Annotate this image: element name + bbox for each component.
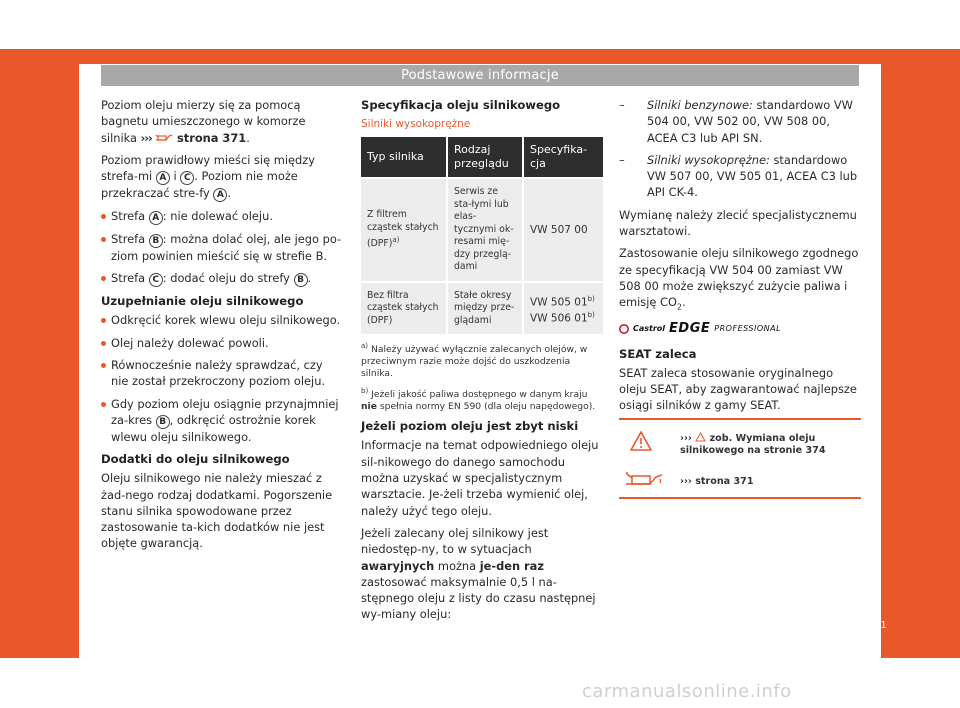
section-heading: Uzupełnianie oleju silnikowego (101, 294, 304, 309)
table-cell: VW 505 01$^{b)}$ VW 506 01$^{b)}$ (523, 282, 603, 335)
marker-c: C (149, 273, 163, 287)
paragraph: Oleju silnikowego nie należy mieszać z żad-nego rodzaj dodatkami. Pogorszenie stanu silnika spowodowane przez zastosowanie ta-kich dodatków nie jest objęte gwarancją. (101, 471, 333, 551)
paragraph: Poziom oleju mierzy się za pomocą bagnetu umieszczonego w komorze silnika ››› strona 371. (101, 98, 306, 145)
column-1 (101, 97, 343, 558)
paragraph: SEAT zaleca stosowanie oryginalnego oleju SEAT, aby zagwarantować najlepsze osiągi silników z gamy SEAT. (619, 365, 857, 413)
warning-icon (695, 432, 706, 442)
paragraph: Jeżeli zalecany olej silnikowy jest niedostęp-ny, to w sytuacjach awaryjnych można je-den raz zastosować maksymalnie 0,5 l na-stępnego oleju z listy do czasu następnej wy-miany oleju: (361, 525, 596, 622)
section-heading: Dodatki do oleju silnikowego (101, 452, 290, 467)
table-header: Rodzaj przeglądu (447, 137, 523, 178)
oil-can-icon (155, 132, 173, 143)
notice-box (619, 418, 861, 499)
column-2 (361, 97, 603, 629)
cross-reference-arrows: ››› (140, 130, 152, 145)
page-reference-link[interactable]: ››› strona 371 (680, 476, 754, 487)
list-item: Równocześnie należy sprawdzać, czy nie został przekroczony poziom oleju. (101, 357, 343, 390)
section-heading: SEAT zaleca (619, 346, 697, 361)
table-header: Typ silnika (361, 137, 447, 178)
table-header: Specyfika-cja (523, 137, 603, 178)
oil-can-icon (624, 468, 664, 490)
marker-b: B (149, 234, 163, 248)
marker-b: B (294, 273, 308, 287)
list-item: Gdy poziom oleju osiągnie przynajmniej za-kres B , odkręcić ostrożnie korek wlewu oleju silnikowego. (101, 396, 343, 446)
table-header-row (361, 137, 603, 178)
list-item: Strefa B : można dolać olej, ale jego po-ziom powinien mieścić się w strefie B. (101, 231, 343, 264)
footnote: $^{b)}$ Jeżeli jakość paliwa dostępnego w danym kraju nie spełnia normy EN 590 (dla oleju napędowego). (361, 387, 596, 413)
castrol-edge-logo: Castrol EDGE PROFESSIONAL (619, 322, 861, 336)
table-cell: VW 507 00 (523, 178, 603, 282)
table-row (361, 178, 603, 282)
marker-c: C (180, 171, 194, 185)
marker-a: A (149, 211, 163, 225)
page-number: 51 (874, 620, 887, 631)
paragraph: Zastosowanie oleju silnikowego zgodnego ze specyfikacją VW 504 00 zamiast VW 508 00 może zwiększyć zużycie paliwa i emisję $CO_2$. (619, 246, 859, 312)
section-heading: Specyfikacja oleju silnikowego (361, 98, 561, 112)
paragraph: Poziom prawidłowy mieści się między strefa-mi A i C . Poziom nie może przekraczać stre-fy A . (101, 152, 315, 201)
oil-spec-table (361, 137, 603, 334)
warning-icon (629, 430, 653, 452)
subheading: Silniki wysokoprężne (361, 118, 471, 130)
castrol-emblem-icon (619, 324, 629, 334)
paragraph: Wymianę należy zlecić specjalistycznemu warsztatowi. (619, 207, 857, 239)
warning-reference-link[interactable]: ››› zob. Wymiana oleju silnikowego na stronie 374 (680, 433, 826, 456)
list-item: – Silniki benzynowe: standardowo VW 504 00, VW 502 00, VW 508 00, ACEA C3 lub API SN. (619, 97, 861, 146)
list-item: Olej należy dolewać powoli. (101, 335, 343, 351)
table-cell: Stałe okresy między prze-glądami (447, 282, 523, 335)
table-cell: Bez filtra cząstek stałych (DPF) (361, 282, 447, 335)
list-item: Strefa C : dodać oleju do strefy B . (101, 270, 343, 287)
footnote: $^{a)}$ Należy używać wyłącznie zalecanych olejów, w przeciwnym razie może dojść do uszkodzenia silnika. (361, 342, 588, 380)
table-cell: Z filtrem cząstek stałych (DPF)$^{a)}$ (361, 178, 447, 282)
marker-a: A (213, 188, 227, 202)
marker-a: A (156, 171, 170, 185)
section-heading: Jeżeli poziom oleju jest zbyt niski (361, 419, 579, 434)
column-3 (619, 97, 861, 420)
table-row (361, 282, 603, 335)
paragraph: Informacje na temat odpowiedniego oleju sil-nikowego do danego samochodu można uzyskać w specjalistycznym warsztacie. Je-żeli trzeba wymienić olej, należy użyć tego oleju. (361, 438, 599, 518)
list-item: – Silniki wysokoprężne: standardowo VW 507 00, VW 505 01, ACEA C3 lub API CK-4. (619, 152, 861, 201)
page-title: Podstawowe informacje (101, 65, 859, 86)
list-item: Strefa A : nie dolewać oleju. (101, 208, 343, 225)
page-reference-link[interactable]: strona 371 (177, 130, 247, 145)
watermark: carmanualsonline.info (582, 681, 792, 702)
table-cell: Serwis ze sta-łymi lub elas-tycznymi ok-resami mię-dzy przeglą-dami (447, 178, 523, 282)
list-item: Odkręcić korek wlewu oleju silnikowego. (101, 312, 343, 328)
marker-b: B (156, 415, 170, 429)
